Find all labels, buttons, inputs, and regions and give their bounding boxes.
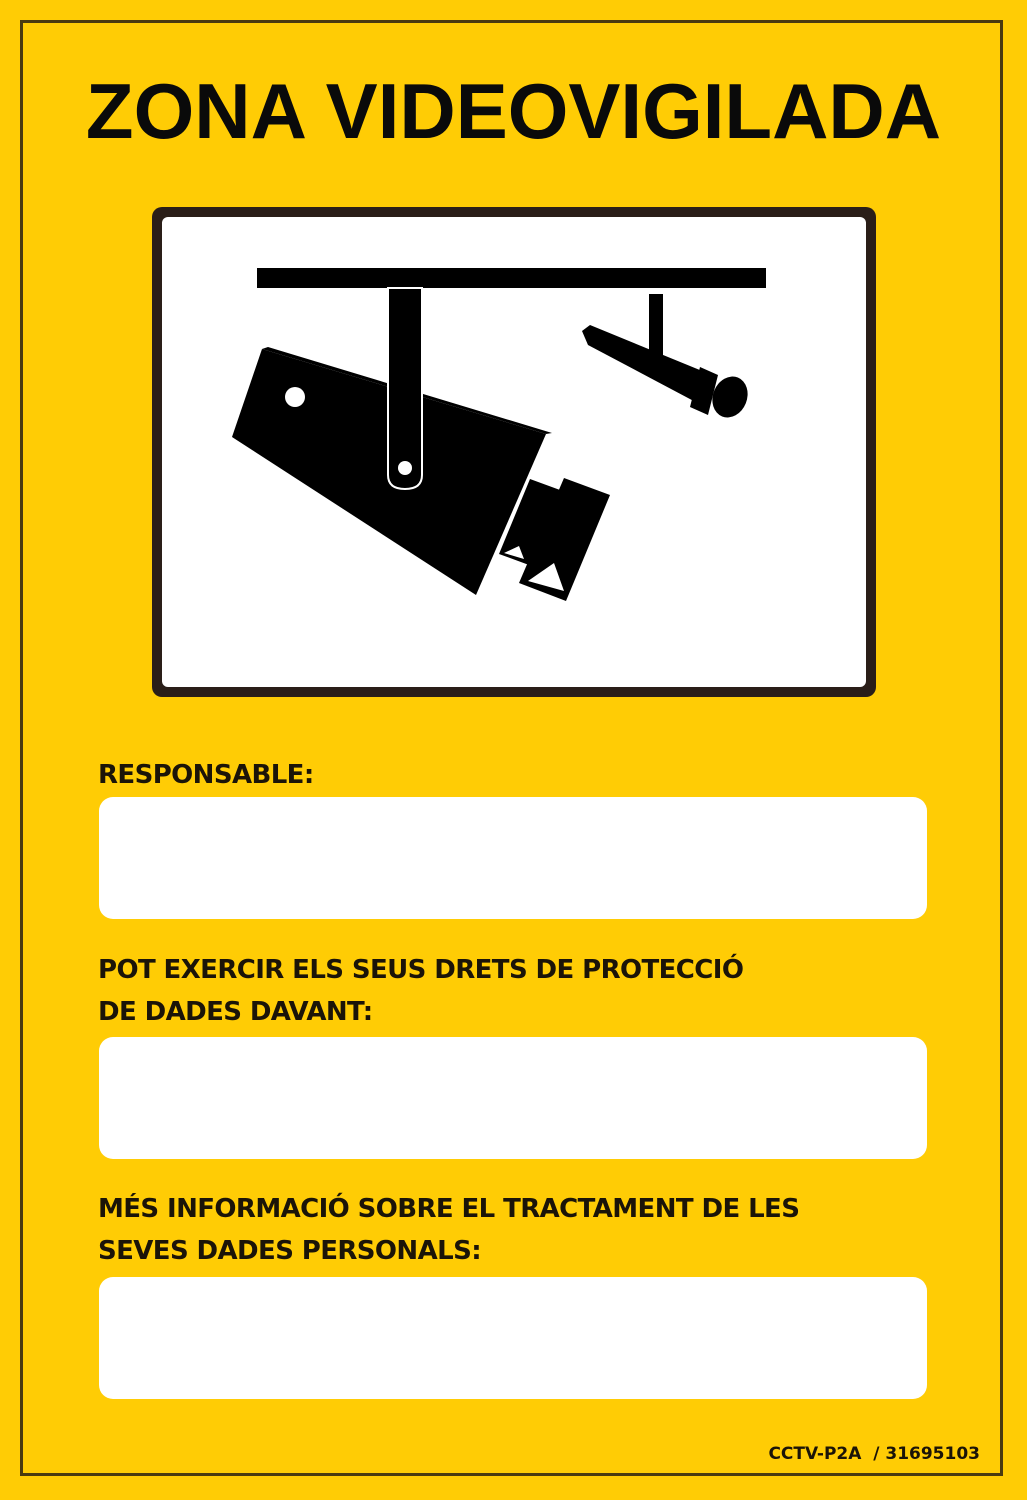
rights-label [98,949,743,1033]
more-info-label [98,1188,799,1272]
rights-label-line-1: POT EXERCIR ELS SEUS DRETS DE PROTECCIÓ [98,955,744,985]
responsible-label-line: RESPONSABLE: [98,760,314,790]
responsible-label [98,754,314,796]
ceiling-bar-icon [257,268,766,288]
rights-field[interactable] [99,1037,927,1159]
cctv-camera-and-microphone-icon [152,207,876,697]
more-info-label-line-2: SEVES DADES PERSONALS: [98,1236,482,1266]
camera-mount-icon [388,288,422,489]
sign-title: ZONA VIDEOVIGILADA [85,67,942,155]
pictogram-panel [152,207,876,697]
product-code: CCTV-P2A / 31695103 [768,1444,980,1464]
rights-label-line-2: DE DADES DAVANT: [98,997,373,1027]
camera-indicator-icon [285,387,305,407]
more-info-label-line-1: MÉS INFORMACIÓ SOBRE EL TRACTAMENT DE LES [98,1194,800,1224]
more-info-field[interactable] [99,1277,927,1399]
responsible-field[interactable] [99,797,927,919]
